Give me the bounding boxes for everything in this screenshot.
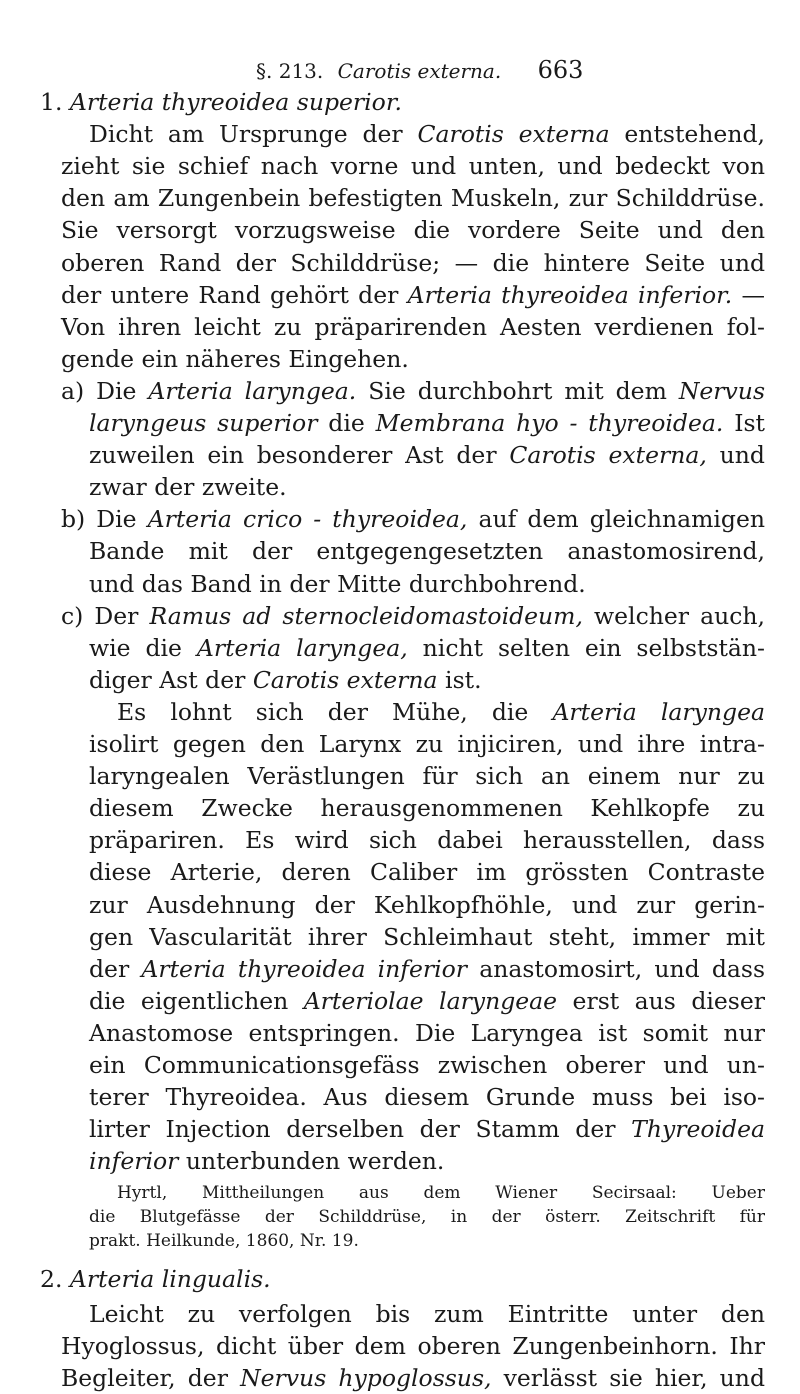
text-line: lirter Injection derselben der Stamm der Thyreoidea bbox=[89, 1115, 765, 1144]
page-number: 663 bbox=[537, 56, 584, 84]
citation-line: Hyrtl, Mittheilungen aus dem Wiener Secirsaal: Ueber bbox=[117, 1183, 765, 1204]
text-line: Leicht zu verfolgen bis zum Eintritte unter den bbox=[89, 1299, 765, 1328]
text-line: Es lohnt sich der Mühe, die Arteria laryngea bbox=[117, 697, 765, 726]
text-line: laryngeus superior die Membrana hyo - thyreoidea. Ist bbox=[89, 409, 765, 437]
text-line: laryngealen Verästlungen für sich an einem nur zu bbox=[89, 762, 765, 791]
text-line: Sie versorgt vorzugsweise die vordere Seite und den bbox=[61, 216, 765, 245]
text-line: und das Band in der Mitte durchbohrend. bbox=[89, 569, 586, 598]
text-line: Von ihren leicht zu präparirenden Aesten verdienen fol- bbox=[61, 312, 765, 341]
text-line: b) Die Arteria crico - thyreoidea, auf dem gleichnamigen bbox=[61, 505, 766, 534]
text-line: diger Ast der Carotis externa ist. bbox=[89, 665, 482, 694]
section-number: §. 213. bbox=[256, 59, 324, 83]
text-line: den am Zungenbein befestigten Muskeln, zur Schilddrüse. bbox=[61, 184, 765, 213]
text-line: Bande mit der entgegengesetzten anastomosirend, bbox=[89, 537, 765, 566]
text-line: isolirt gegen den Larynx zu injiciren, und ihre intra- bbox=[89, 730, 765, 758]
text-line: gen Vascularität ihrer Schleimhaut steht, immer mit bbox=[89, 922, 765, 951]
text-line: zwar der zweite. bbox=[89, 473, 287, 502]
citation-line: die Blutgefässe der Schilddrüse, in der österr. Zeitschrift für bbox=[89, 1207, 765, 1228]
text-line: ein Communicationsgefäss zwischen oberer und un- bbox=[89, 1051, 765, 1079]
text-line: diesem Zwecke herausgenommenen Kehlkopfe zu bbox=[89, 794, 765, 823]
text-line: inferior unterbunden werden. bbox=[89, 1147, 445, 1176]
text-line: der Arteria thyreoidea inferior anastomosirt, und dass bbox=[89, 954, 765, 983]
section-title: Carotis externa. bbox=[337, 59, 502, 83]
text-line: Begleiter, der Nervus hypoglossus, verlässt sie hier, und bbox=[61, 1363, 765, 1392]
section-heading: 1. Arteria thyreoidea superior. bbox=[40, 88, 402, 116]
text-line: zur Ausdehnung der Kehlkopfhöhle, und zur gerin- bbox=[89, 890, 765, 919]
text-line: wie die Arteria laryngea, nicht selten ein selbststän- bbox=[89, 633, 765, 662]
text-line: Hyoglossus, dicht über dem oberen Zungenbeinhorn. Ihr bbox=[61, 1331, 765, 1360]
text-line: präpariren. Es wird sich dabei herausstellen, dass bbox=[89, 826, 765, 855]
text-line: der untere Rand gehört der Arteria thyreoidea inferior. — bbox=[61, 280, 765, 309]
text-line: oberen Rand der Schilddrüse; — die hintere Seite und bbox=[61, 248, 765, 277]
section-heading: 2. Arteria lingualis. bbox=[40, 1265, 271, 1294]
citation-line: prakt. Heilkunde, 1860, Nr. 19. bbox=[89, 1231, 359, 1252]
running-header bbox=[256, 56, 583, 84]
text-line: terer Thyreoidea. Aus diesem Grunde muss bei iso- bbox=[89, 1083, 765, 1112]
text-line: a) Die Arteria laryngea. Sie durchbohrt mit dem Nervus bbox=[61, 376, 766, 405]
text-line: diese Arterie, deren Caliber im grössten Contraste bbox=[89, 858, 765, 887]
text-line: zuweilen ein besonderer Ast der Carotis externa, und bbox=[89, 441, 765, 470]
text-line: Dicht am Ursprunge der Carotis externa entstehend, bbox=[89, 120, 765, 149]
text-line: gende ein näheres Eingehen. bbox=[61, 344, 409, 373]
text-line: Anastomose entspringen. Die Laryngea ist somit nur bbox=[89, 1018, 765, 1047]
text-line: zieht sie schief nach vorne und unten, und bedeckt von bbox=[61, 152, 765, 181]
text-line: die eigentlichen Arteriolae laryngeae erst aus dieser bbox=[89, 986, 765, 1015]
text-line: c) Der Ramus ad sternocleidomastoideum, welcher auch, bbox=[61, 601, 765, 630]
